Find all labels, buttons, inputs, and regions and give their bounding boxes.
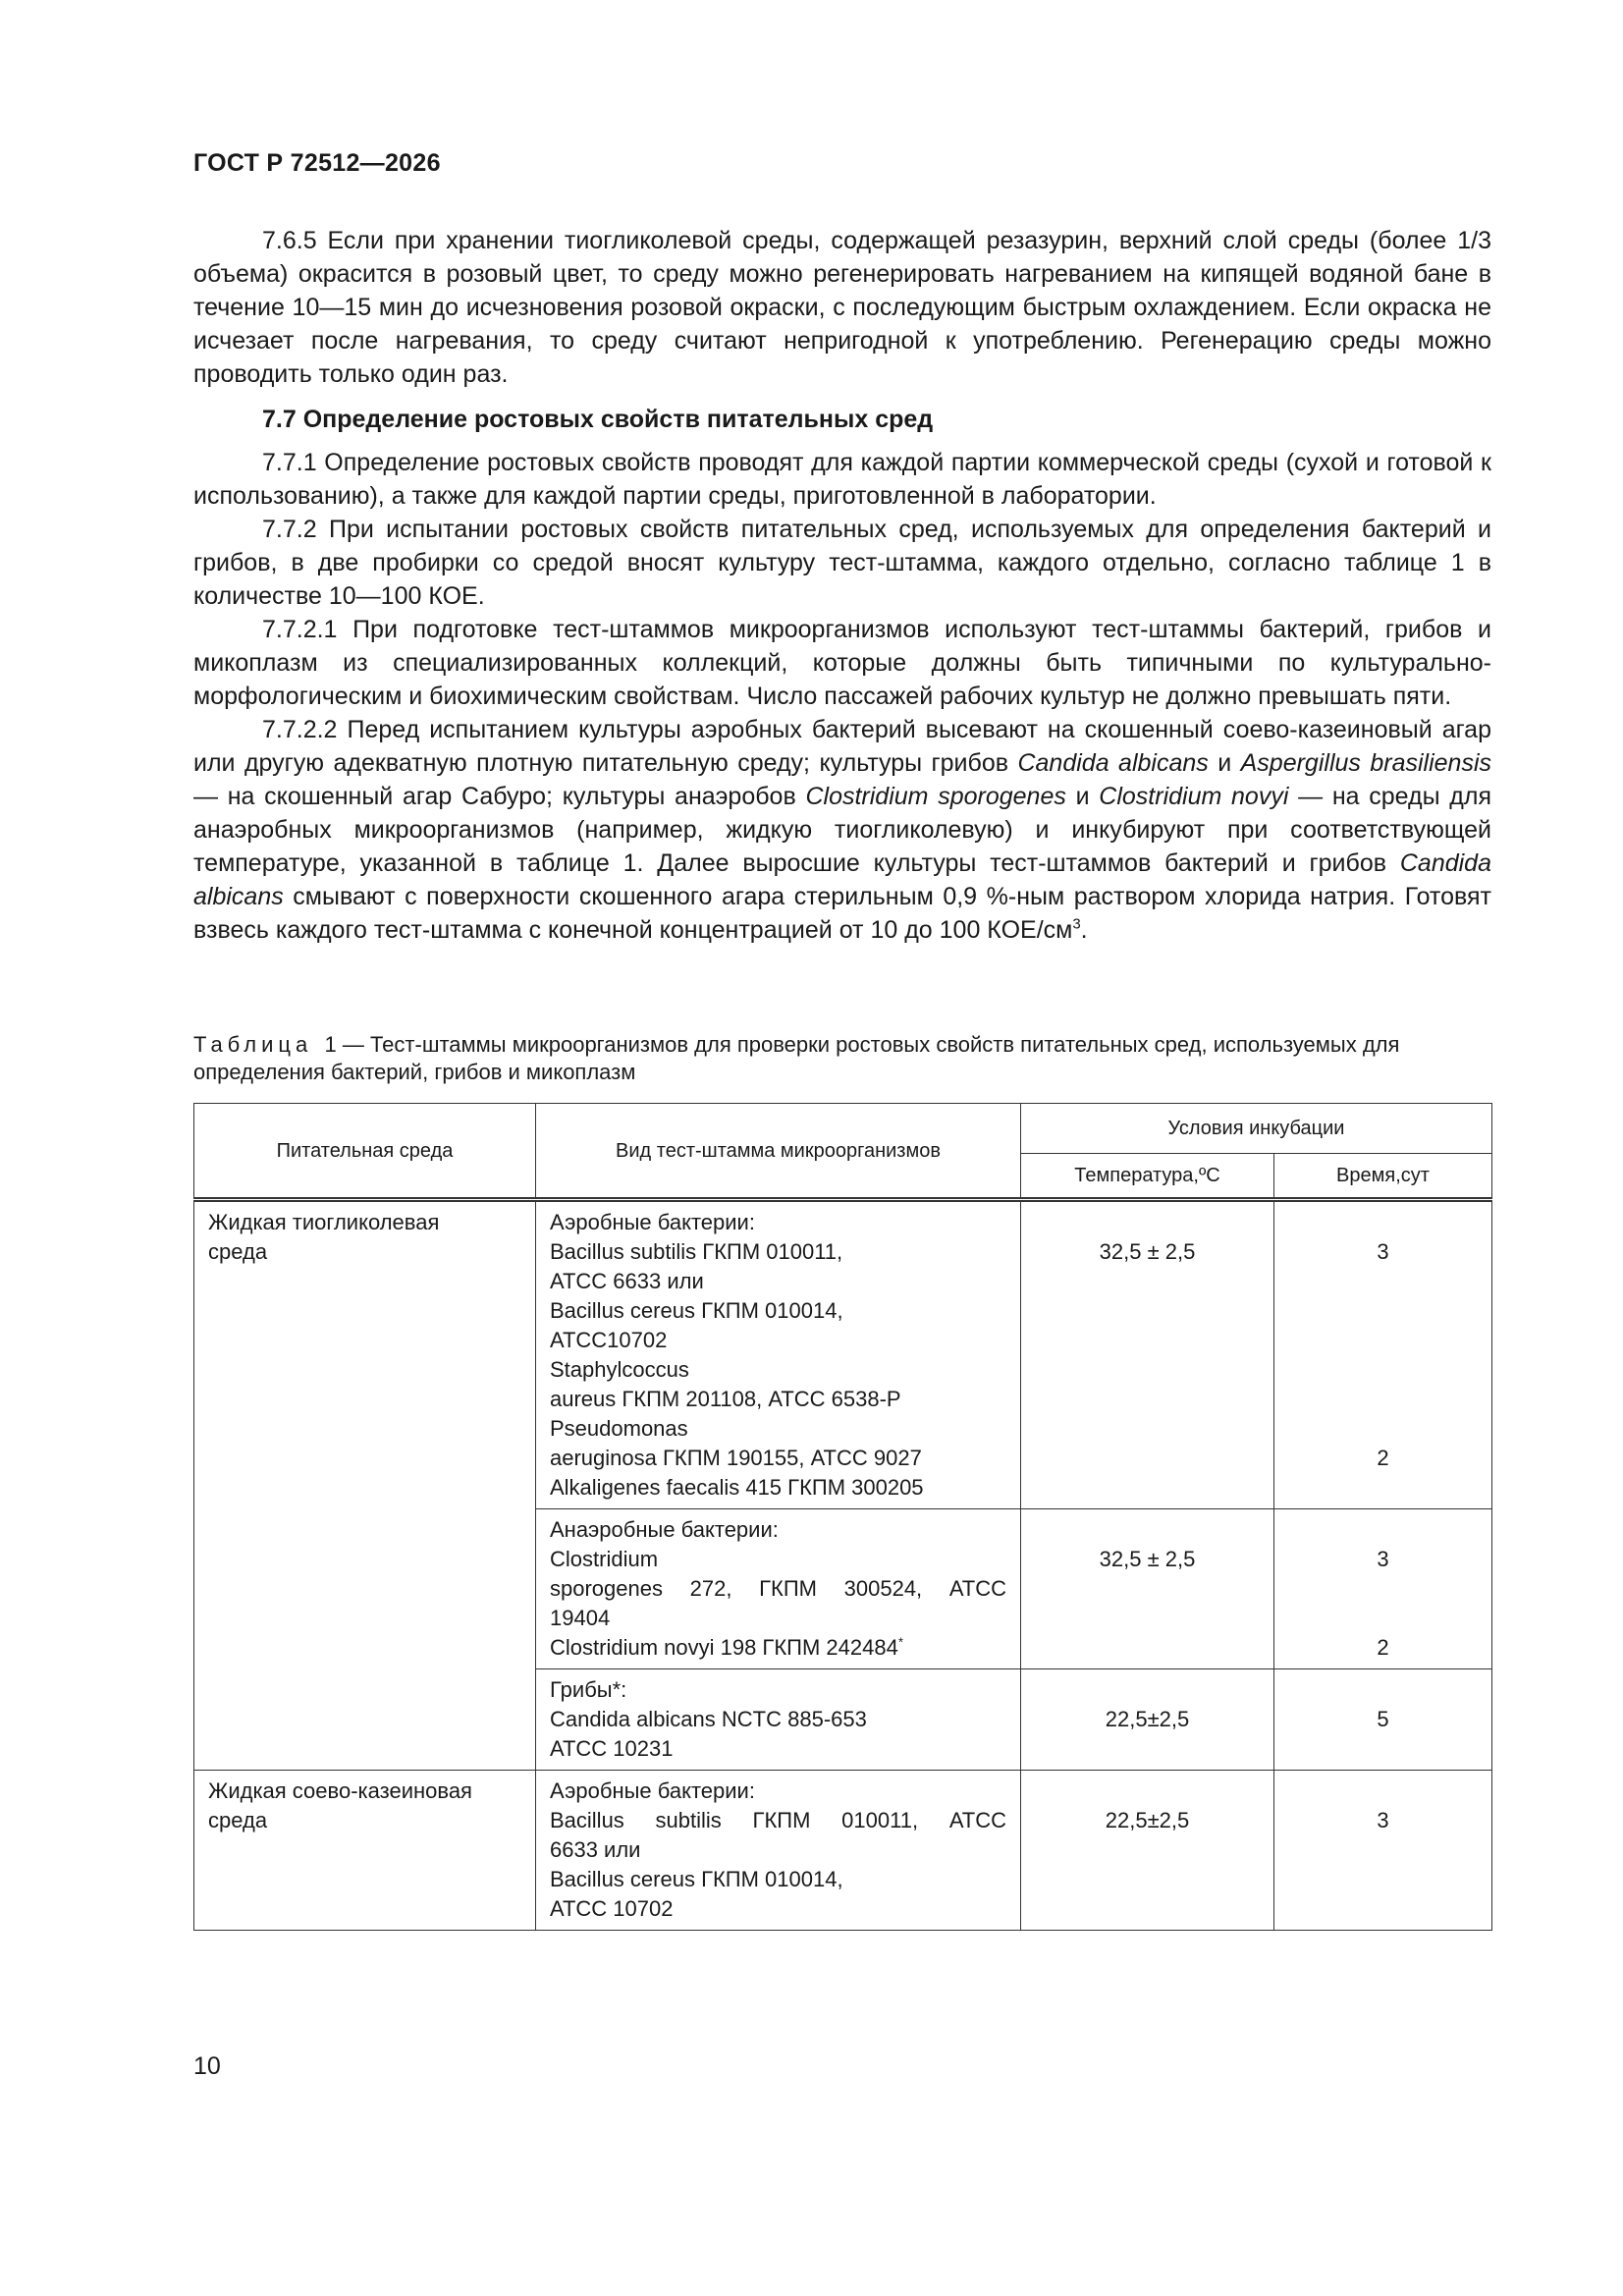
cell-time: 3 2: [1274, 1509, 1492, 1669]
cell-strains: Грибы*: Candida albicans NCTC 885-653 АТСС 10231: [536, 1669, 1021, 1771]
header-strain: Вид тест-штамма микроорганизмов: [536, 1104, 1021, 1200]
cell-temperature: 32,5 ± 2,5: [1021, 1509, 1274, 1669]
paragraph-7-7-2-1: 7.7.2.1 При подготовке тест-штаммов микроорганизмов используют тест-штаммы бактерий, грибов и микоплазм из специализированных коллекций, которые должны быть типичными по культурально-морфологическим и биохимическим свойствам. Число пассажей рабочих культур не должно превышать пяти.: [193, 616, 1491, 710]
cell-strains: Анаэробные бактерии: Clostridium sporogenes 272, ГКПМ 300524, АТСС 19404 Clostridium novyi 198 ГКПМ 242484*: [536, 1509, 1021, 1669]
header-medium: Питательная среда: [194, 1104, 536, 1200]
table-caption-number: 1: [324, 1032, 337, 1057]
italic-species: Aspergillus brasiliensis: [1240, 749, 1492, 777]
cell-time: 3: [1274, 1771, 1492, 1931]
header-temperature: Температура,ºС: [1021, 1154, 1274, 1200]
cell-temperature: 22,5±2,5: [1021, 1771, 1274, 1931]
paragraph-7-7-2-2: 7.7.2.2 Перед испытанием культуры аэробных бактерий высевают на скошенный соево-казеиновый агар или другую адекватную плотную питательную среду; культуры грибов Candida albicans и Aspergillus brasiliensis — на скошенный агар Сабуро; культуры анаэробов Clostridium sporogenes и Clostridium novyi — на среды для анаэробных микроорганизмов (например, жидкую тиогликолевую) и инкубируют при соответствующей температуре, указанной в таблице 1. Далее выросшие культуры тест-штаммов бактерий и грибов Candida albicans смывают с поверхности скошенного агара стерильным 0,9 %-ным раствором хлорида натрия. Готовят взвесь каждого тест-штамма с конечной концентрацией от 10 до 100 КОЕ/$см^3$.: [193, 716, 1492, 944]
page-number: 10: [193, 2052, 221, 2080]
italic-species: Clostridium novyi: [1099, 783, 1289, 810]
document-header: ГОСТ Р 72512—2026: [193, 149, 441, 177]
section-heading-7-7: 7.7 Определение ростовых свойств питательных сред: [262, 406, 934, 433]
superscript: 3: [1072, 915, 1081, 933]
cell-medium: Жидкая тиогликолевая среда: [194, 1200, 536, 1771]
italic-species: Candida albicans: [1017, 749, 1209, 777]
table-caption-text: — Тест-штаммы микроорганизмов для проверки ростовых свойств питательных сред, используемых для определения бактерий, грибов и микоплазм: [193, 1032, 1400, 1084]
cell-strains: Аэробные бактерии: Bacillus subtilis ГКПМ 010011, АТСС 6633 или Bacillus cereus ГКПМ 010014, АТСС 10702: [536, 1771, 1021, 1931]
table-caption: [193, 1031, 1491, 1086]
italic-species: Clostridium sporogenes: [805, 783, 1066, 810]
paragraph-7-7-2: 7.7.2 При испытании ростовых свойств питательных сред, используемых для определения бактерий и грибов, в две пробирки со средой вносят культуру тест-штамма, каждого отдельно, согласно таблице 1 в количестве 10—100 КОЕ.: [193, 516, 1491, 610]
cell-medium: Жидкая соево-казеиновая среда: [194, 1771, 536, 1931]
cell-strains: Аэробные бактерии: Bacillus subtilis ГКПМ 010011, АТСС 6633 или Bacillus cereus ГКПМ 010014, АТСС10702 Staphylcoccus aureus ГКПМ 201108, АТСС 6538-Р Pseudomonas aeruginosa ГКПМ 190155, АТСС 9027 Alkaligenes faecalis 415 ГКПМ 300205: [536, 1200, 1021, 1509]
paragraph-7-6-5: 7.6.5 Если при хранении тиогликолевой среды, содержащей резазурин, верхний слой среды (более 1/3 объема) окрасится в розовый цвет, то среду можно регенерировать нагреванием на кипящей водяной бане в течение 10—15 мин до исчезновения розовой окраски, с последующим быстрым охлаждением. Если окраска не исчезает после нагревания, то среду считают непригодной к употреблению. Регенерацию среды можно проводить только один раз.: [193, 227, 1491, 388]
table-row: [194, 1200, 1492, 1509]
body-text: [193, 224, 1491, 947]
cell-temperature: 22,5±2,5: [1021, 1669, 1274, 1771]
paragraph-7-7-1: 7.7.1 Определение ростовых свойств проводят для каждой партии коммерческой среды (сухой и готовой к использованию), а также для каждой партии среды, приготовленной в лаборатории.: [193, 449, 1491, 510]
table-row: [194, 1771, 1492, 1931]
cell-time: 5: [1274, 1669, 1492, 1771]
header-conditions: Условия инкубации: [1021, 1104, 1492, 1154]
cell-temperature: 32,5 ± 2,5: [1021, 1200, 1274, 1509]
italic-species: Candida albicans: [193, 849, 1491, 910]
cell-time: 3 2: [1274, 1200, 1492, 1509]
header-time: Время,сут: [1274, 1154, 1492, 1200]
strain-table: [193, 1103, 1492, 1931]
table-caption-label: Таблица: [193, 1032, 313, 1057]
